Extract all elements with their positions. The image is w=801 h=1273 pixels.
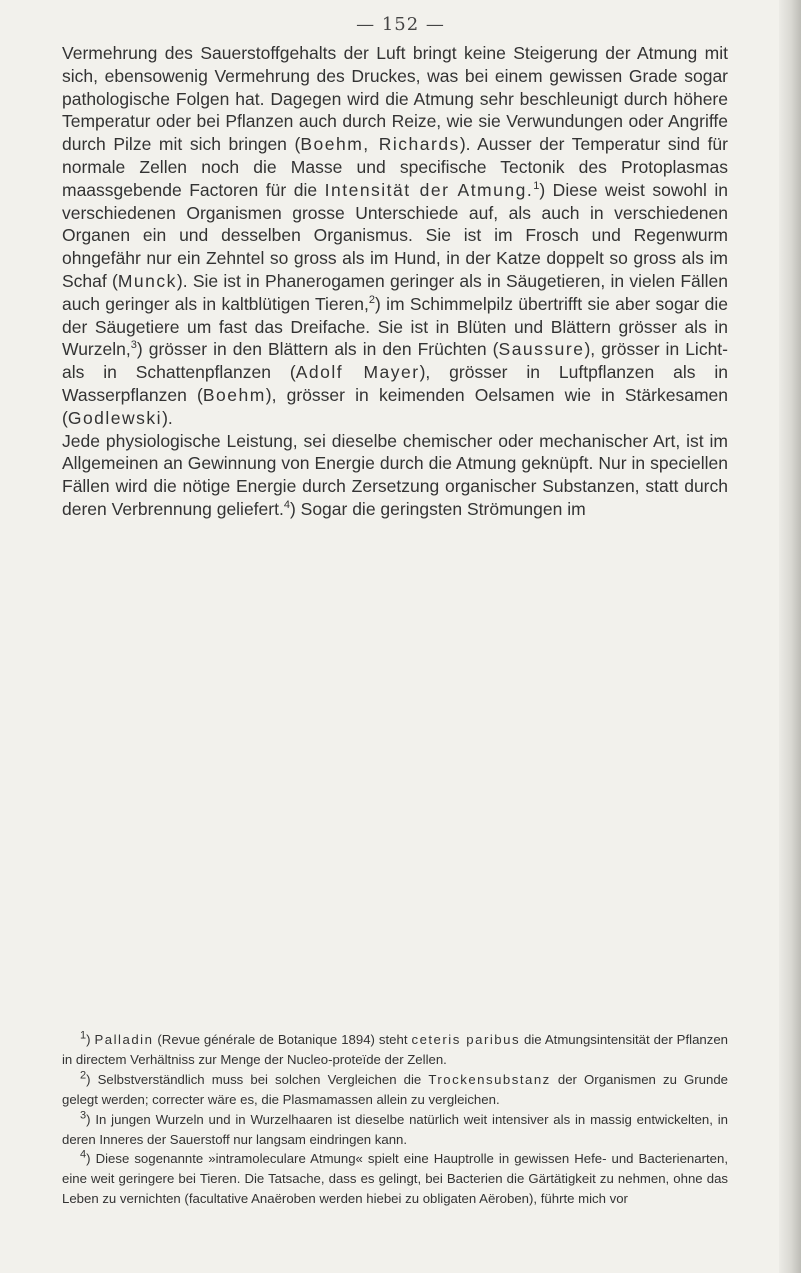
text-segment: Selbstverständlich muss bei solchen Vergleichen die	[97, 1071, 429, 1087]
footnote-marker: 1	[80, 1029, 87, 1042]
footnote-ref: 2	[368, 293, 375, 306]
page-edge-shadow	[779, 0, 801, 1273]
footnote-ref: 3	[130, 339, 137, 352]
footnote-ref: 1	[533, 179, 540, 192]
emphasis: Intensität der Atmung.	[324, 179, 534, 200]
author-name: Palladin	[94, 1032, 154, 1047]
footnote-ref: 4	[283, 499, 290, 512]
text-segment: In jungen Wurzeln und in Wurzelhaaren ist dieselbe natürlich weit intensiver als in massig entwickelten, in deren Inneres der Sauerstoff nur langsam eindringen kann.	[62, 1111, 728, 1147]
footnote-marker: 4	[80, 1149, 87, 1162]
author-name: Saussure	[498, 339, 585, 360]
text-segment: ), grösser in keimenden Oelsamen wie in Stärkesamen (	[62, 384, 728, 428]
footnote-marker: 3	[80, 1109, 87, 1122]
text-segment: ) Sogar die geringsten Strömungen im	[289, 498, 586, 519]
text-segment: die Atmungsintensität der Pflanzen in directem Verhältniss zur Menge der Nucleo-proteïde der Zellen.	[62, 1032, 729, 1067]
author-name: Adolf Mayer	[295, 362, 420, 383]
paragraph-2	[62, 430, 728, 521]
text-segment: Jede physiologische Leistung, sei dieselbe chemischer oder mechanischer Art, ist im Allgemeinen an Gewinnung von Energie durch die Atmung geknüpft. Nur in speciellen Fällen wird die nötige Energie durch Zersetzung organischer Substanzen, statt durch deren Verbrennung geliefert.	[62, 430, 728, 519]
text-segment: ). Sie ist in Phanerogamen geringer als in Säugetieren, in vielen Fällen auch geringer als in kaltblütigen Tieren,	[62, 270, 728, 314]
text-segment: ).	[162, 407, 173, 428]
paragraph-1	[62, 42, 728, 430]
footnotes	[62, 1030, 728, 1209]
footnote-marker: 2	[80, 1069, 87, 1082]
emphasis: ceteris paribus	[411, 1032, 521, 1047]
text-segment: ) Diese weist sowohl in verschiedenen Organismen grosse Unterschiede auf, als auch in verschiedenen Organen ein und desselben Organismus. Sie ist im Frosch und Regenwurm ohngefähr nur ein Zehntel so gross als im Hund, in der Katze doppelt so gross als im Schaf (	[62, 179, 728, 291]
footnote-3: $^3$) In jungen Wurzeln und in Wurzelhaaren ist dieselbe natürlich weit intensiver als in massig entwickelten, in deren Inneres der Sauerstoff nur langsam eindringen kann.	[62, 1109, 728, 1147]
author-name: Boehm	[202, 384, 266, 405]
page-number: — 152 —	[356, 14, 445, 35]
text-segment: ), grösser in Luftpflanzen als in Wasserpflanzen (	[62, 362, 728, 405]
text-segment: Vermehrung des Sauerstoffgehalts der Luft bringt keine Steigerung der Atmung mit sich, ebensowenig Vermehrung des Druckes, was bei einem gewissen Grade sogar pathologische Folgen hat. Dagegen wird die Atmung sehr beschleunigt durch höhere Temperatur oder bei Pflanzen auch durch Reize, wie sie Verwundungen oder Angriffe durch Pilze mit sich bringen (	[62, 43, 728, 155]
author-name: Boehm, Richards	[300, 134, 460, 155]
text-segment: ) grösser in den Blättern als in den Früchten (	[136, 339, 499, 360]
author-name: Munck	[117, 270, 177, 291]
text-segment: der Organismen zu Grunde gelegt werden; correcter wäre es, die Plasmamassen allein zu vergleichen.	[62, 1071, 728, 1107]
text-segment: Diese sogenannte »intramoleculare Atmung« spielt eine Hauptrolle in gewissen Hefe- und Bacterienarten, eine weit geringere bei Tieren. Die Tatsache, dass es gelingt, bei Bacterien die Gärtätigkeit zu nehmen, ohne das Leben zu vernichten (facultative Anaëroben werden hiebei zu obligaten Aëroben), führte mich vor	[62, 1151, 728, 1207]
footnote-1: $^1$) Palladin (Revue générale de Botanique 1894) steht ceteris paribus die Atmungsintensität der Pflanzen in directem Verhältniss zur Menge der Nucleo-proteïde der Zellen.	[62, 1029, 729, 1067]
emphasis: Trockensubstanz	[428, 1071, 551, 1087]
text-segment: ). Ausser der Temperatur sind für normale Zellen noch die Masse und specifische Tectonik des Protoplasmas maassgebende Factoren für die	[62, 134, 728, 200]
text-segment: ) im Schimmelpilz übertrifft sie aber sogar die der Säugetiere um fast das Dreifache. Sie ist in Blüten und Blättern grösser als in Wurzeln,	[62, 293, 728, 360]
main-text	[62, 42, 728, 521]
author-name: Godlewski	[67, 407, 163, 428]
footnote-4: $^4$) Diese sogenannte »intramoleculare Atmung« spielt eine Hauptrolle in gewissen Hefe- und Bacterienarten, eine weit geringere bei Tieren. Die Tatsache, dass es gelingt, bei Bacterien die Gärtätigkeit zu nehmen, ohne das Leben zu vernichten (facultative Anaëroben werden hiebei zu obligaten Aëroben), führte mich vor	[62, 1149, 728, 1207]
text-segment: ), grösser in Licht- als in Schattenpflanzen (	[62, 339, 728, 383]
text-segment: (Revue générale de Botanique 1894) steht	[153, 1032, 412, 1047]
footnote-2: $^2$) Selbstverständlich muss bei solchen Vergleichen die Trockensubstanz der Organismen zu Grunde gelegt werden; correcter wäre es, die Plasmamassen allein zu vergleichen.	[62, 1069, 728, 1107]
